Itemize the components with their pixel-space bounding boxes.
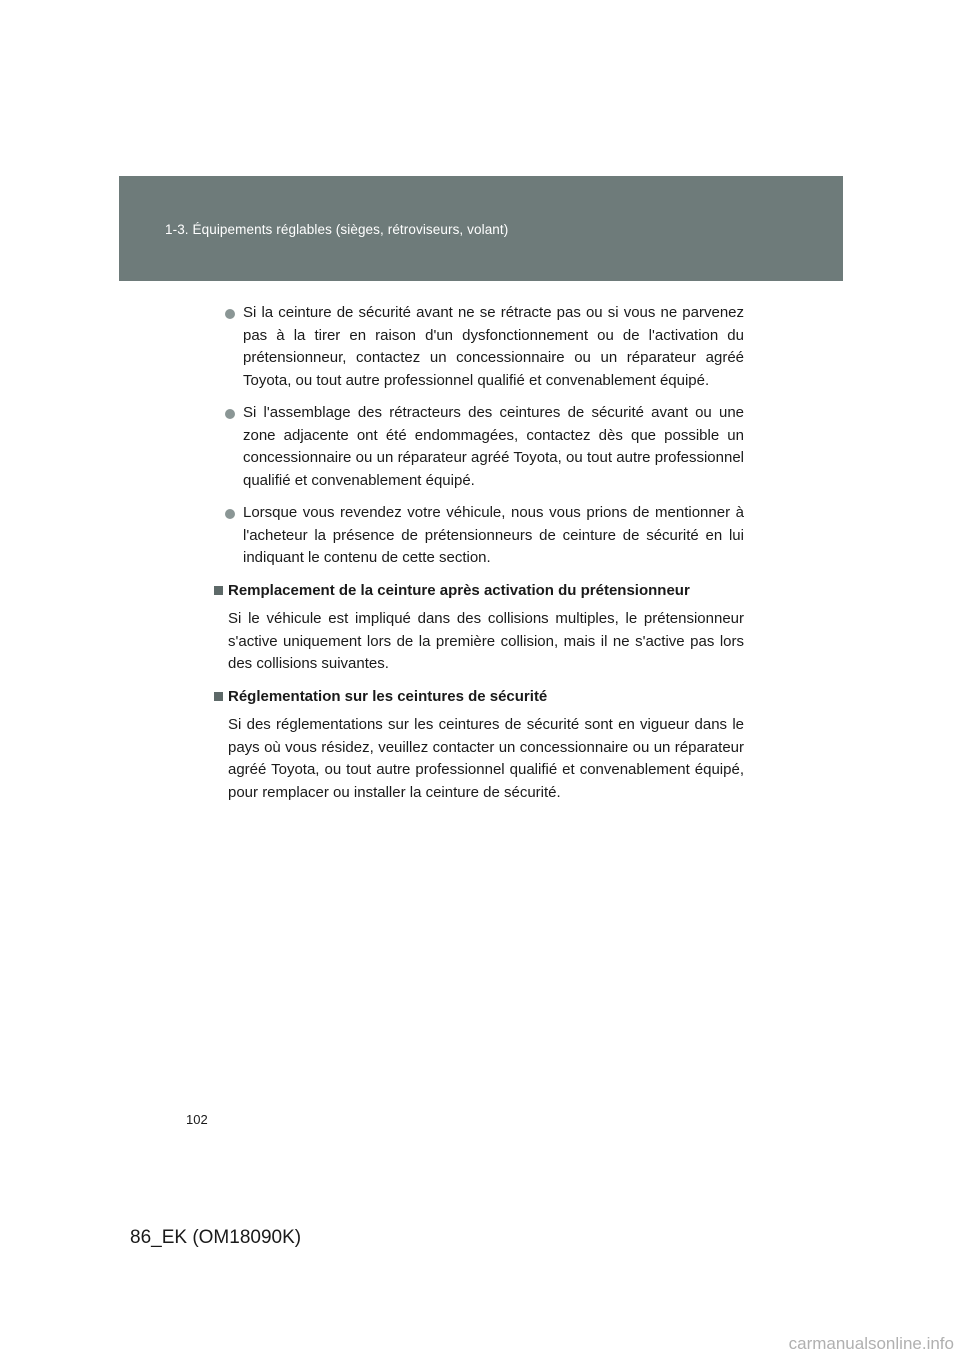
section-body: Si le véhicule est impliqué dans des collisions multiples, le prétensionneur s'active uniquement lors de la première collision, mais il ne s'active pas lors des collisions suivantes. [228, 610, 744, 672]
square-marker-icon [214, 692, 223, 701]
bullet-item-1 [214, 302, 744, 392]
section-heading [214, 580, 744, 603]
bullet-item-2 [214, 402, 744, 492]
bullet-text: Si la ceinture de sécurité avant ne se rétracte pas ou si vous ne parvenez pas à la tirer en raison d'un dysfonctionnement ou de l'activation du prétensionneur, contactez un concessionnaire ou un réparateur agréé Toyota, ou tout autre professionnel qualifié et convenablement équipé. [243, 304, 744, 389]
section-belt-regulations [214, 686, 744, 805]
square-marker-icon [214, 586, 223, 595]
bullet-text: Lorsque vous revendez votre véhicule, nous vous prions de mentionner à l'acheteur la présence de prétensionneurs de ceinture de sécurité en lui indiquant le contenu de cette section. [243, 504, 744, 566]
watermark: carmanualsonline.info [788, 1334, 954, 1353]
circle-bullet-icon [225, 509, 235, 519]
circle-bullet-icon [225, 409, 235, 419]
section-body: Si des réglementations sur les ceintures de sécurité sont en vigueur dans le pays où vous résidez, veuillez contacter un concessionnaire ou un réparateur agréé Toyota, ou tout autre professionnel qualifié et convenablement équipé, pour remplacer ou installer la ceinture de sécurité. [228, 716, 744, 801]
section-heading-text: Réglementation sur les ceintures de sécurité [228, 687, 548, 705]
page-number: 102 [186, 1112, 208, 1127]
section-heading [214, 686, 744, 709]
bullet-item-3 [214, 502, 744, 570]
circle-bullet-icon [225, 309, 235, 319]
page-content [214, 302, 744, 814]
section-heading-text: Remplacement de la ceinture après activation du prétensionneur [228, 581, 690, 599]
section-title: 1-3. Équipements réglables (sièges, rétroviseurs, volant) [165, 222, 509, 237]
document-code: 86_EK (OM18090K) [130, 1227, 302, 1248]
bullet-text: Si l'assemblage des rétracteurs des ceintures de sécurité avant ou une zone adjacente ont été endommagées, contactez dès que possible un concessionnaire ou un réparateur agréé Toyota, ou tout autre professionnel qualifié et convenablement équipé. [243, 404, 744, 489]
section-header-band [119, 176, 843, 281]
section-belt-replacement [214, 580, 744, 676]
